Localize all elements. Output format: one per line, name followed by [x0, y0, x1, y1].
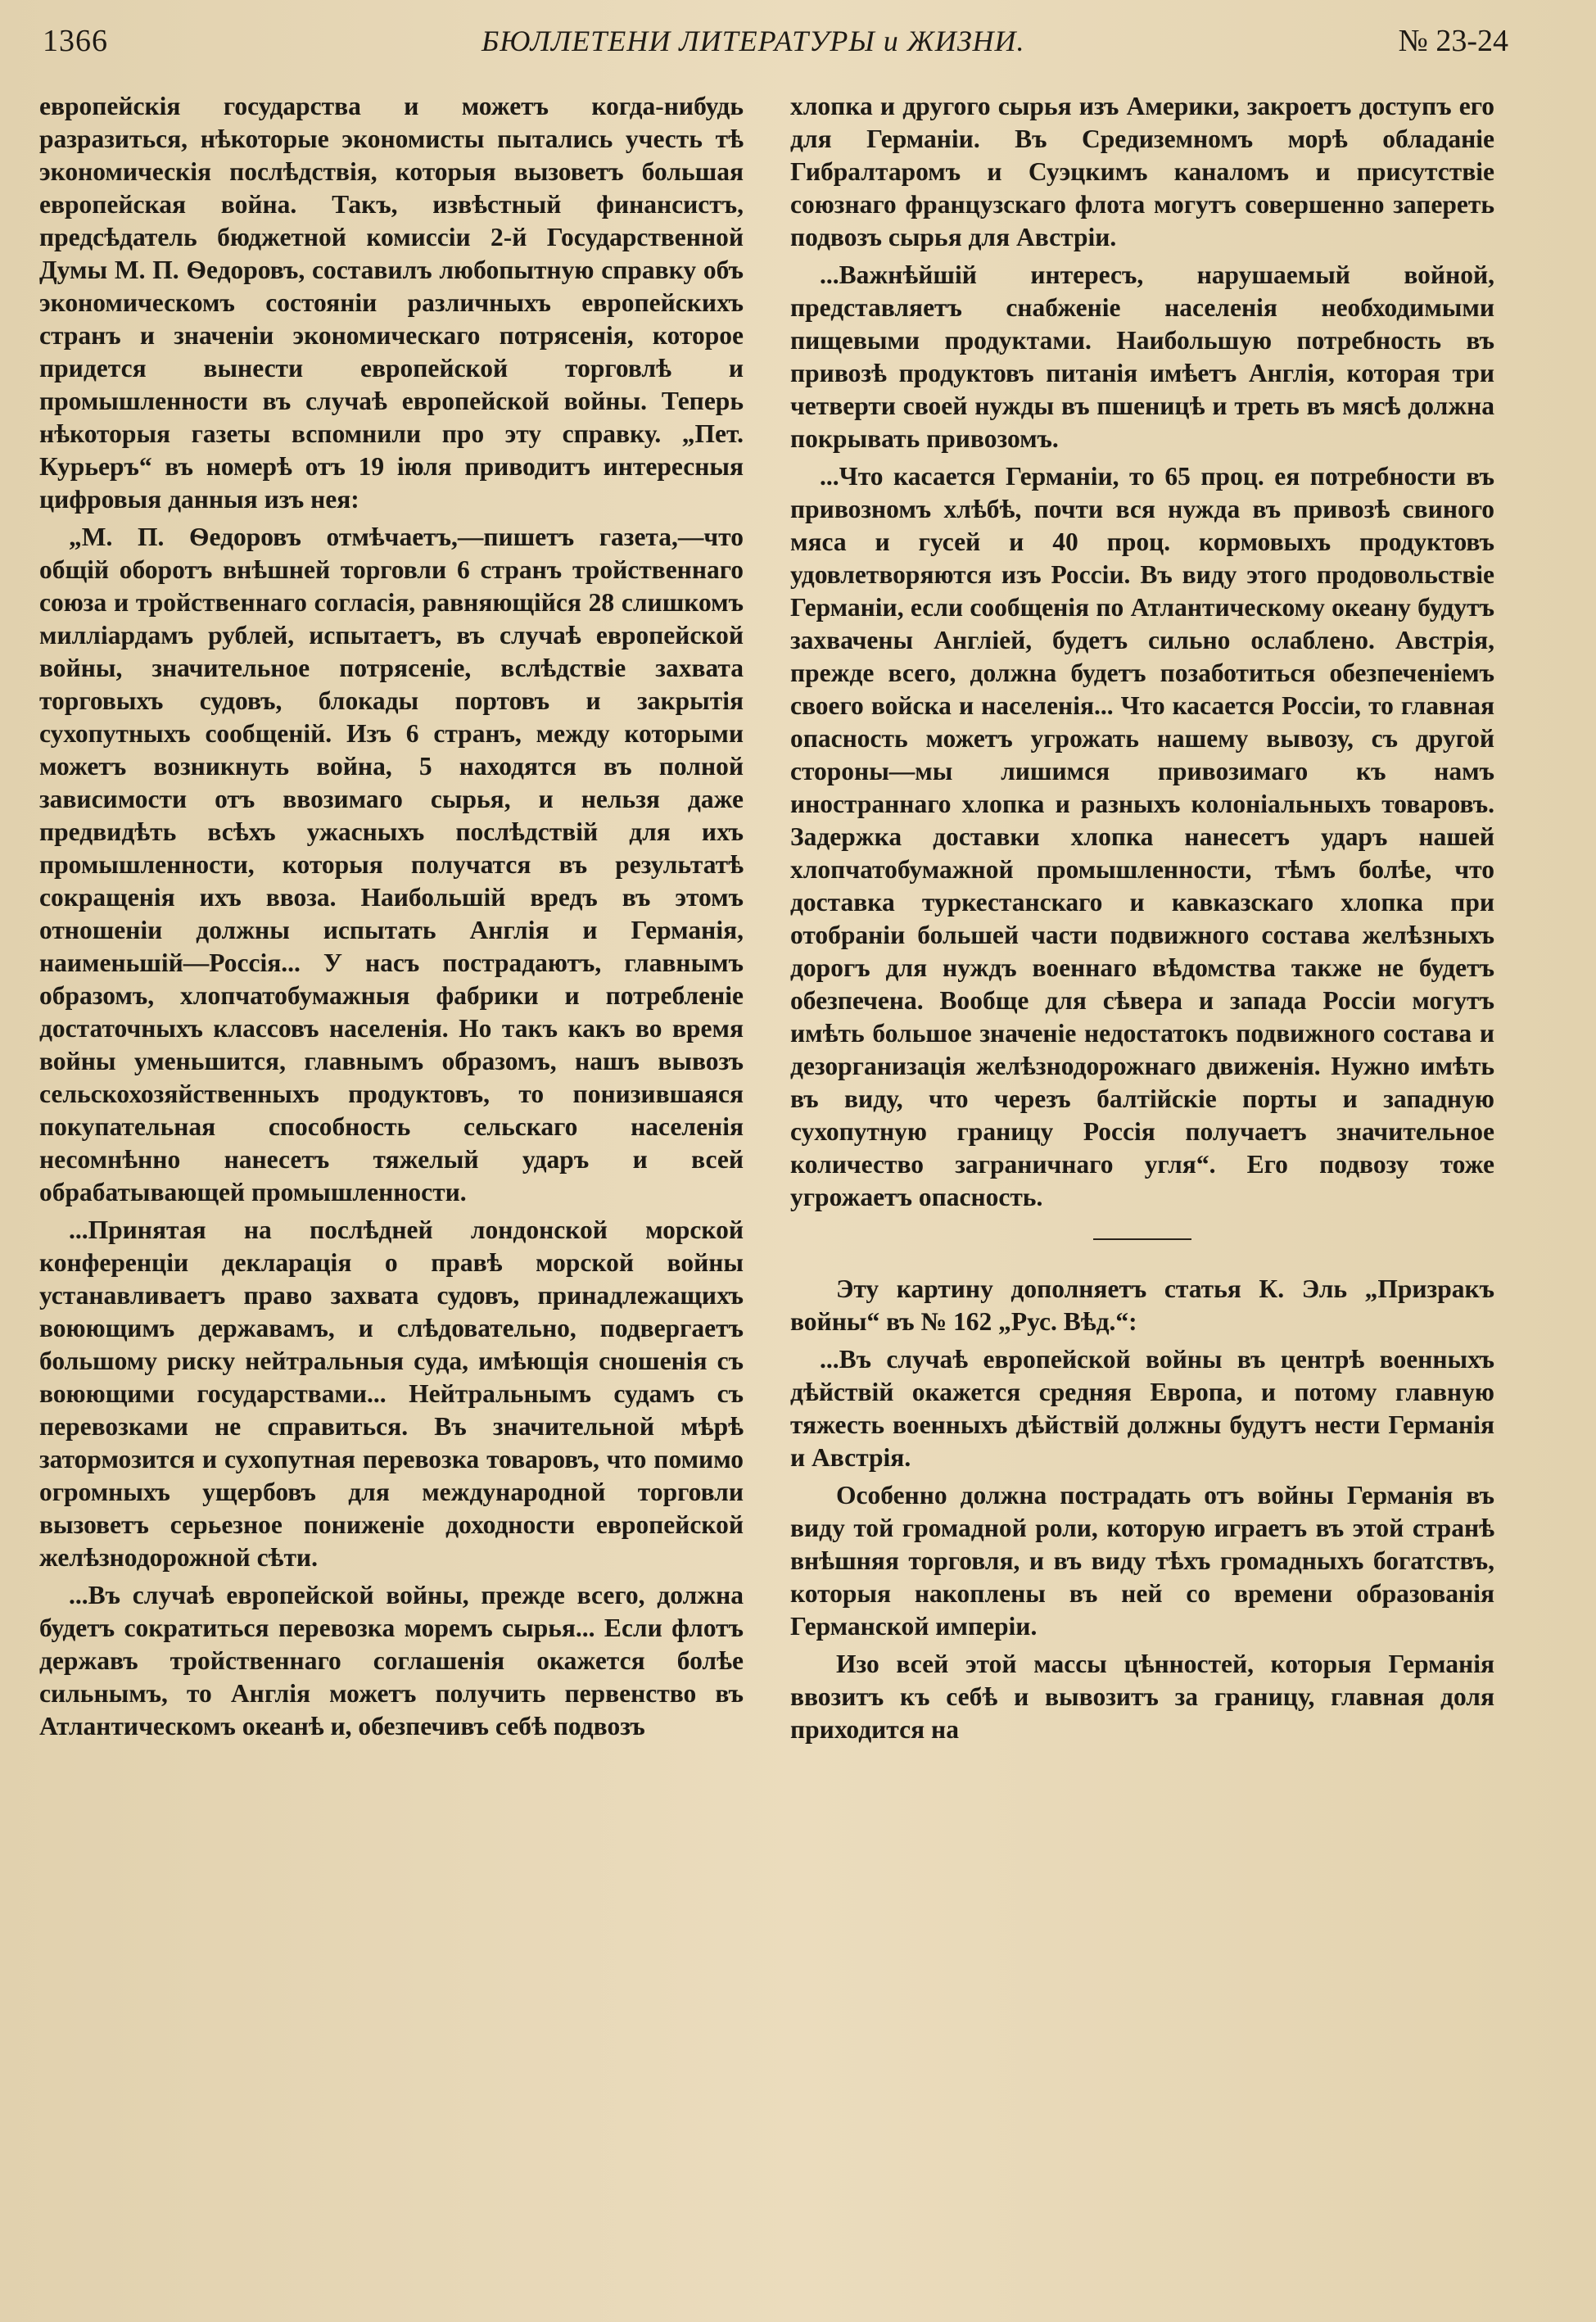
paragraph: ...Что касается Германіи, то 65 проц. ея потребности въ привозномъ хлѣбѣ, почти вся нужда въ привозѣ свиного мяса и гусей и 40 проц. кормовыхъ продуктовъ удовлетворяются изъ Россіи. Въ виду этого продовольствіе Германіи, если сообщенія по Атлантическому океану будутъ захвачены Англіей, будетъ сильно ослаблено. Австрія, прежде всего, должна будетъ позаботиться обезпеченіемъ своего войска и населенія... Что касается Россіи, то главная опасность можетъ угрожать нашему вывозу, съ другой стороны—мы лишимся привозимаго къ намъ иностраннаго хлопка и разныхъ колоніальныхъ товаровъ. Задержка доставки хлопка нанесетъ ударъ нашей хлопчатобумажной промышленности, тѣмъ болѣе, что доставка туркестанскаго и кавказскаго хлопка при отобраніи большей части подвижного состава желѣзныхъ дорогъ для нуждъ военнаго вѣдомства также не будетъ обезпечена. Вообще для сѣвера и запада Россіи могутъ имѣть большое значеніе недостатокъ подвижного состава и дезорганизація желѣзнодорожнаго движенія. Нужно имѣть въ виду, что черезъ балтійскіе порты и западную сухопутную границу Россія получаетъ значительное количество заграничнаго угля“. Его подвозу тоже угрожаетъ опасность. — [790, 462, 1494, 1211]
paragraph: „М. П. Ѳедоровъ отмѣчаетъ,—пишетъ газета,—что общій оборотъ внѣшней торговли 6 странъ тройственнаго союза и тройственнаго согласія, равняющійся 28 слишкомъ милліардамъ рублей, испытаетъ, въ случаѣ европейской войны, значительное потрясеніе, вслѣдствіе захвата торговыхъ судовъ, блокады портовъ и закрытія сухопутныхъ сообщеній. Изъ 6 странъ, между которыми можетъ возникнуть война, 5 находятся въ полной зависимости отъ ввозимаго сырья, и нельзя даже предвидѣть всѣхъ ужасныхъ послѣдствій для ихъ промышленности, которыя получатся въ результатѣ сокращенія ихъ ввоза. Наибольшій вредъ въ этомъ отношеніи должны испытать Англія и Германія, наименьшій—Россія... У насъ пострадаютъ, главнымъ образомъ, хлопчатобумажныя фабрики и потребленіе достаточныхъ классовъ населенія. Но такъ какъ во время войны уменьшится, главнымъ образомъ, нашъ вывозъ сельскохозяйственныхъ продуктовъ, то понизившаяся покупательная способность сельскаго населенія несомнѣнно нанесетъ тяжелый ударъ и всей обрабатывающей промышленности. — [39, 523, 744, 1206]
issue-number: № 23-24 — [1398, 24, 1508, 58]
left-column — [39, 90, 744, 2269]
right-column — [790, 90, 1494, 2269]
paragraph: ...Въ случаѣ европейской войны въ центрѣ военныхъ дѣйствій окажется средняя Европа, и потому главную тяжесть военныхъ дѣйствій должны будутъ нести Германія и Австрія. — [790, 1345, 1494, 1472]
paragraph: Особенно должна пострадать отъ войны Германія въ виду той громадной роли, которую играетъ въ этой странѣ внѣшняя торговля, и въ виду тѣхъ громадныхъ богатствъ, которыя накоплены въ ней со времени образованія Германской имперіи. — [790, 1481, 1494, 1641]
paragraph: хлопка и другого сырья изъ Америки, закроетъ доступъ его для Германіи. Въ Средиземномъ морѣ обладаніе Гибралтаромъ и Суэцкимъ каналомъ и присутствіе союзнаго французскаго флота могутъ совершенно запереть подвозъ сырья для Австріи. — [790, 92, 1494, 251]
page-header — [43, 23, 1508, 62]
paragraph: ...Принятая на послѣдней лондонской морской конференціи декларація о правѣ морской войны устанавливаетъ право захвата судовъ, принадлежащихъ воюющимъ державамъ, и слѣдовательно, подвергаетъ большому риску нейтральныя суда, имѣющія сношенія съ воюющими государствами... Нейтральнымъ судамъ съ перевозками не справиться. Въ значительной мѣрѣ затормозится и сухопутная перевозка товаровъ, что помимо огромныхъ ущербовъ для международной торговли вызоветъ серьезное пониженіе доходности европейской желѣзнодорожной сѣти. — [39, 1215, 744, 1572]
page-number: 1366 — [43, 24, 108, 58]
paragraph: ...Въ случаѣ европейской войны, прежде всего, должна будетъ сократиться перевозка моремъ сырья... Если флотъ державъ тройственнаго соглашенія окажется болѣе сильнымъ, то Англія можетъ получить первенство въ Атлантическомъ океанѣ и, обезпечивъ себѣ подвозъ — [39, 1581, 744, 1740]
paragraph: ...Важнѣйшій интересъ, нарушаемый войной, представляетъ снабженіе населенія необходимыми пищевыми продуктами. Наибольшую потребность въ привозѣ продуктовъ питанія имѣетъ Англія, которая три четверти своей нужды въ пшеницѣ и треть въ мясѣ должна покрывать привозомъ. — [790, 260, 1494, 453]
paragraph: европейскія государства и можетъ когда-нибудь разразиться, нѣкоторые экономисты пытались учесть тѣ экономическія послѣдствія, которыя вызоветъ большая европейская война. Такъ, извѣстный финансистъ, предсѣдатель бюджетной комиссіи 2-й Государственной Думы М. П. Ѳедоровъ, составилъ любопытную справку объ экономическомъ состояніи различныхъ европейскихъ странъ и значеніи экономическаго потрясенія, которое придется вынести европейской торговлѣ и промышленности въ случаѣ европейской войны. Теперь нѣкоторыя газеты вспомнили про эту справку. „Пет. Курьеръ“ въ номерѣ отъ 19 іюля приводитъ интересныя цифровыя данныя изъ нея: — [39, 92, 744, 514]
section-divider — [1093, 1238, 1191, 1240]
paragraph: Изо всей этой массы цѣнностей, которыя Германія ввозитъ къ себѣ и вывозитъ за границу, главная доля приходится на — [790, 1650, 1494, 1744]
paragraph: Эту картину дополняетъ статья К. Эль „Призракъ войны“ въ № 162 „Рус. Вѣд.“: — [790, 1274, 1494, 1336]
running-title: БЮЛЛЕТЕНИ ЛИТЕРАТУРЫ и ЖИЗНИ. — [482, 25, 1025, 57]
